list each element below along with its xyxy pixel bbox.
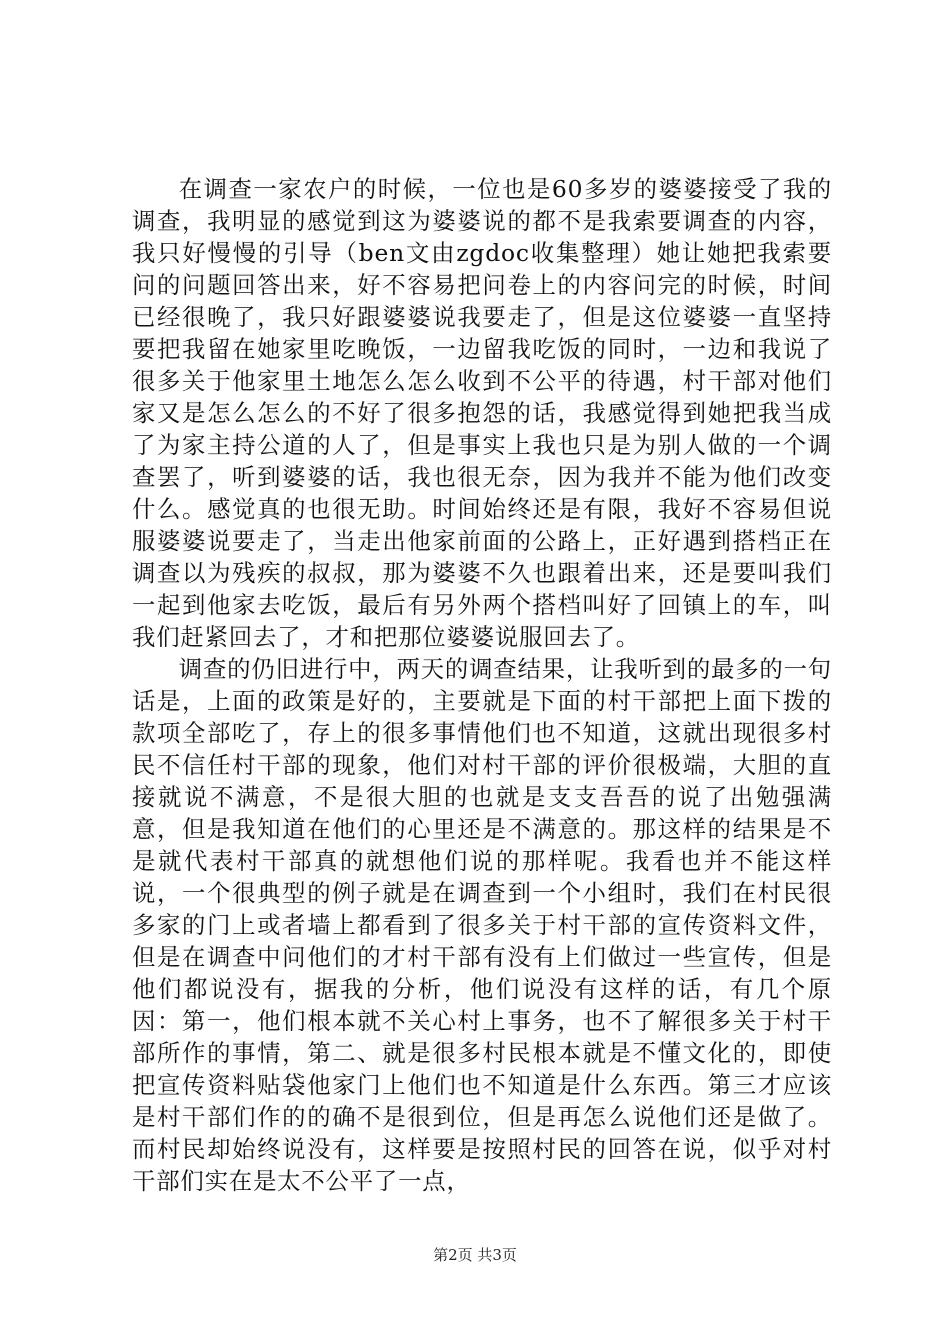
- document-body: [132, 173, 832, 1197]
- page-number-footer: 第2页 共3页: [433, 1246, 517, 1264]
- paragraph-1: 在调查一家农户的时候，一位也是60多岁的婆婆接受了我的调查，我明显的感觉到这为婆婆说的都不是我索要调查的内容，我只好慢慢的引导（ben文由zgdoc收集整理）她让她把我索要问的问题回答出来，好不容易把问卷上的内容问完的时候，时间已经很晚了，我只好跟婆婆说我要走了，但是这位婆婆一直坚持要把我留在她家里吃晚饭，一边留我吃饭的同时，一边和我说了很多关于他家里土地怎么怎么收到不公平的待遇，村干部对他们家又是怎么怎么的不好了很多抱怨的话，我感觉得到她把我当成了为家主持公道的人了，但是事实上我也只是为别人做的一个调查罢了，听到婆婆的话，我也很无奈，因为我并不能为他们改变什么。感觉真的也很无助。时间始终还是有限，我好不容易但说服婆婆说要走了，当走出他家前面的公路上，正好遇到搭档正在调查以为残疾的叔叔，那为婆婆不久也跟着出来，还是要叫我们一起到他家去吃饭，最后有另外两个搭档叫好了回镇上的车，叫我们赶紧回去了，才和把那位婆婆说服回去了。: [132, 175, 832, 651]
- paragraph-2: 调查的仍旧进行中，两天的调查结果，让我听到的最多的一句话是，上面的政策是好的，主要就是下面的村干部把上面下拨的款项全部吃了，存上的很多事情他们也不知道，这就出现很多村民不信任村干部的现象，他们对村干部的评价很极端，大胆的直接就说不满意，不是很大胆的也就是支支吾吾的说了出勉强满意，但是我知道在他们的心里还是不满意的。那这样的结果是不是就代表村干部真的就想他们说的那样呢。我看也并不能这样说，一个很典型的例子就是在调查到一个小组时，我们在村民很多家的门上或者墙上都看到了很多关于村干部的宣传资料文件，但是在调查中问他们的才村干部有没有上们做过一些宣传，但是他们都说没有，据我的分析，他们说没有这样的话，有几个原因：第一，他们根本就不关心村上事务，也不了解很多关于村干部所作的事情，第二、就是很多村民根本就是不懂文化的，即使把宣传资料贴袋他家门上他们也不知道是什么东西。第三才应该是村干部们作的的确不是很到位，但是再怎么说他们还是做了。而村民却始终说没有，这样要是按照村民的回答在说，似乎对村干部们实在是太不公平了一点，: [132, 655, 832, 1195]
